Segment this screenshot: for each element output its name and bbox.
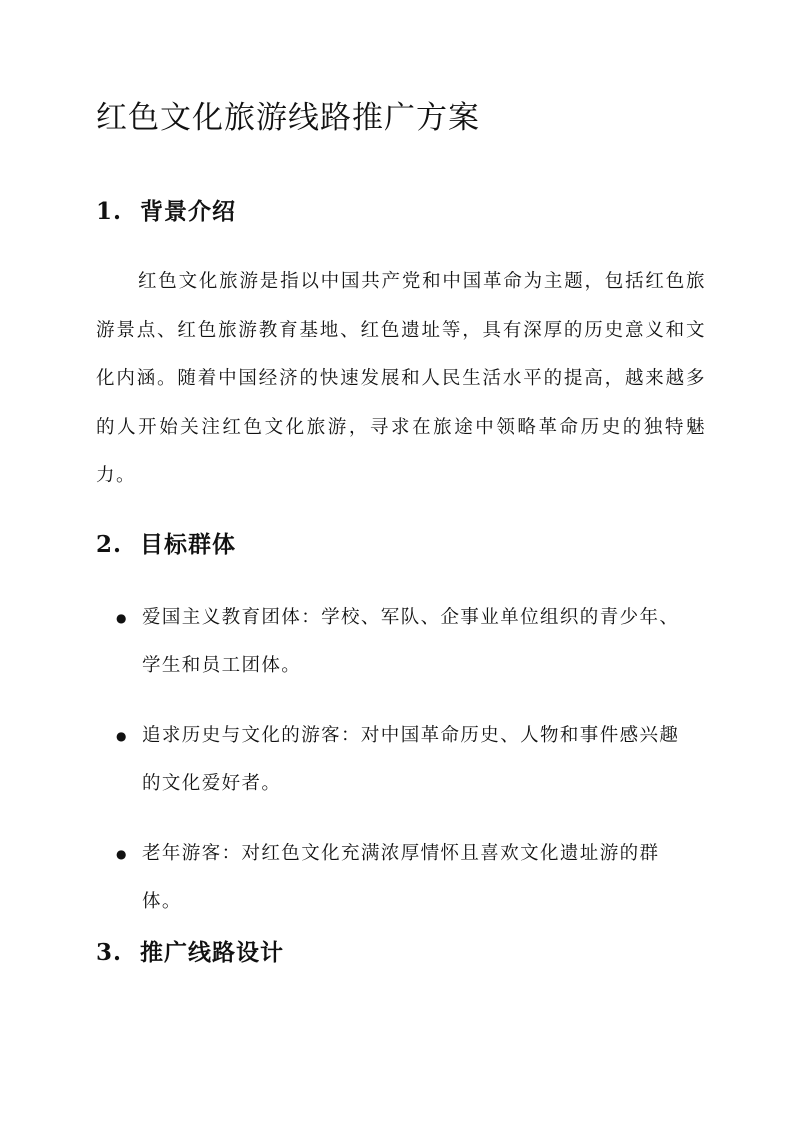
section-number: 3. (96, 939, 123, 966)
bullet-icon: ● (116, 729, 128, 743)
background-paragraph: 红色文化旅游是指以中国共产党和中国革命为主题，包括红色旅游景点、红色旅游教育基地、红色遗址等，具有深厚的历史意义和文化内涵。随着中国经济的快速发展和人民生活水平的提高，越来越多的人开始关注红色文化旅游，寻求在旅途中领略革命历史的独特魅力。 (96, 271, 706, 486)
section-heading-background (96, 196, 236, 228)
section-title: 目标群体 (140, 531, 236, 558)
list-item (96, 830, 696, 926)
section-number: 1. (96, 198, 123, 225)
list-item-text: 爱国主义教育团体：学校、军队、企事业单位组织的青少年、学生和员工团体。 (142, 607, 680, 676)
section-title: 背景介绍 (140, 198, 236, 225)
section-number: 2. (96, 531, 123, 558)
list-item (96, 712, 696, 808)
list-item-text: 老年游客：对红色文化充满浓厚情怀且喜欢文化遗址游的群体。 (142, 843, 660, 912)
section-heading-route-design (96, 937, 284, 969)
list-item-text: 追求历史与文化的游客：对中国革命历史、人物和事件感兴趣的文化爱好者。 (142, 725, 680, 794)
bullet-icon: ● (116, 847, 128, 861)
bullet-icon: ● (116, 611, 128, 625)
list-item (96, 594, 696, 690)
section-heading-target-groups (96, 529, 236, 561)
document-title: 红色文化旅游线路推广方案 (96, 100, 480, 136)
target-group-list (96, 594, 696, 948)
section-title: 推广线路设计 (140, 939, 284, 966)
